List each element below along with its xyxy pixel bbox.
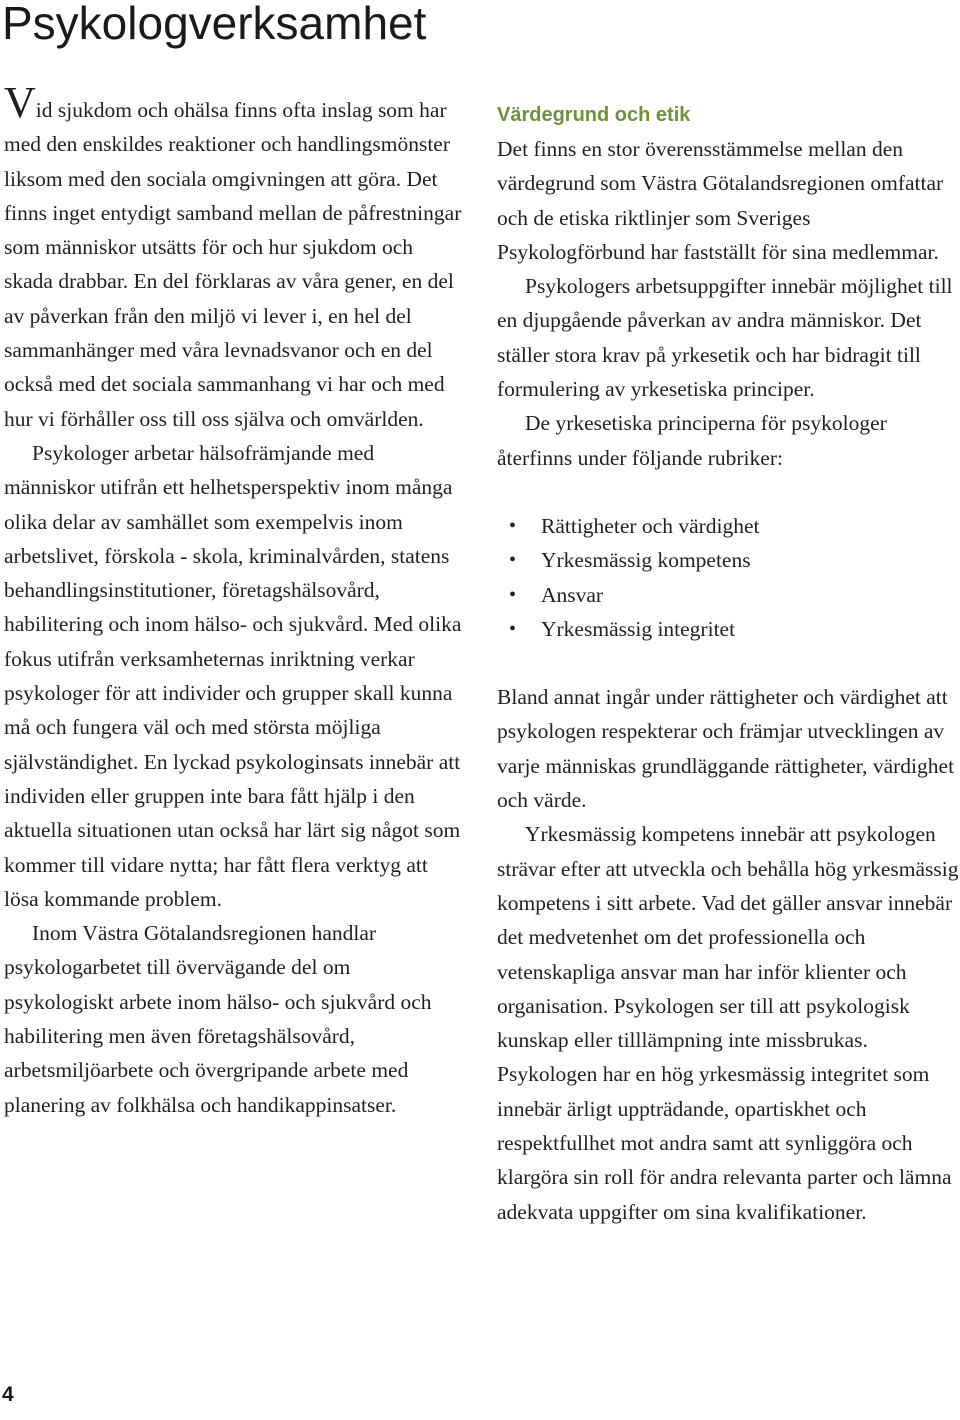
drop-cap: V <box>4 78 36 127</box>
paragraph-principles: De yrkesetiska principerna för psykologer återfinns under följande rubriker: <box>497 411 887 470</box>
bullet-icon: • <box>509 617 517 640</box>
left-column <box>4 78 464 1122</box>
list-item: • Ansvar <box>497 578 959 612</box>
bullet-icon: • <box>509 583 517 606</box>
paragraph-vgr: Inom Västra Götalandsregionen handlar psykologarbetet till övervägande del om psykologiskt arbete inom hälso- och sjukvård och habilitering men även företagshälsovård, arbetsmiljöarbete och övergripande arbete med planering av folkhälsa och handikappinsatser. <box>4 921 432 1117</box>
list-item: • Yrkesmässig integritet <box>497 612 959 646</box>
page-number: 4 <box>2 1383 14 1406</box>
paragraph-rights: Bland annat ingår under rättigheter och värdighet att psykologen respekterar och främjar utvecklingen av varje människas grundläggande rättigheter, värdighet och värde. <box>497 685 955 813</box>
section-heading-values: Värdegrund och etik <box>497 104 691 126</box>
bullet-icon: • <box>509 514 517 537</box>
paragraph-values: Det finns en stor överensstämmelse mellan den värdegrund som Västra Götalandsregionen omfattar och de etiska riktlinjer som Sveriges Psykologförbund har fastställt för sina medlemmar. <box>497 137 944 264</box>
list-item: • Yrkesmässig kompetens <box>497 543 959 577</box>
paragraph-competence: Yrkesmässig kompetens innebär att psykologen strävar efter att utveckla och behålla hög yrkesmässig kompetens i sitt arbete. Vad det gäller ansvar innebär det medvetenhet om det professionella och vetenskapliga ansvar man har inför klienter och organisation. Psykologen ser till att psykologisk kunskap eller tilllämpning inte missbrukas. Psykologen har en hög yrkesmässig integritet som innebär ärligt uppträdande, opartiskhet och respektfullhet mot andra samt att synliggöra och klargöra sin roll för andra relevanta parter och lämna adekvata uppgifter om sina kvalifikationer. <box>497 822 959 1224</box>
bullet-icon: • <box>509 549 517 572</box>
intro-paragraph-text: id sjukdom och ohälsa finns ofta inslag som har med den enskildes reaktioner och handlingsmönster liksom med den sociala omgivningen att göra. Det finns inget entydigt samband mellan de påfrestningar som människor utsätts för och hur sjukdom och skada drabbar. En del förklaras av våra gener, en del av påverkan från den miljö vi lever i, en hel del sammanhänger med våra levnadsvanor och en del också med det sociala sammanhang vi har och med hur vi förhåller oss till oss själva och omvärlden. <box>4 98 462 431</box>
intro-paragraph <box>4 78 464 436</box>
paragraph-tasks: Psykologers arbetsuppgifter innebär möjlighet till en djupgående påverkan av andra människor. Det ställer stora krav på yrkesetik och har bidragit till formulering av yrkesetiska principer. <box>497 274 953 402</box>
paragraph-health-promotion: Psykologer arbetar hälsofrämjande med människor utifrån ett helhetsperspektiv inom många olika delar av samhället som exempelvis inom arbetslivet, förskola - skola, kriminalvården, statens behandlingsinstitutioner, företagshälsovård, habilitering och inom hälso- och sjukvård. Med olika fokus utifrån verksamheternas inriktning verkar psykologer för att individer och grupper skall kunna må och fungera väl och med största möjliga självständighet. En lyckad psykologinsats innebär att individen eller gruppen inte bara fått hjälp i den aktuella situationen utan också har lärt sig något som kommer till vidare nytta; har fått flera verktyg att lösa kommande problem. <box>4 440 462 911</box>
list-item: • Rättigheter och värdighet <box>497 509 959 543</box>
principles-list <box>497 509 959 646</box>
right-column <box>497 98 959 1229</box>
page-title: Psykologverksamhet <box>2 0 427 49</box>
